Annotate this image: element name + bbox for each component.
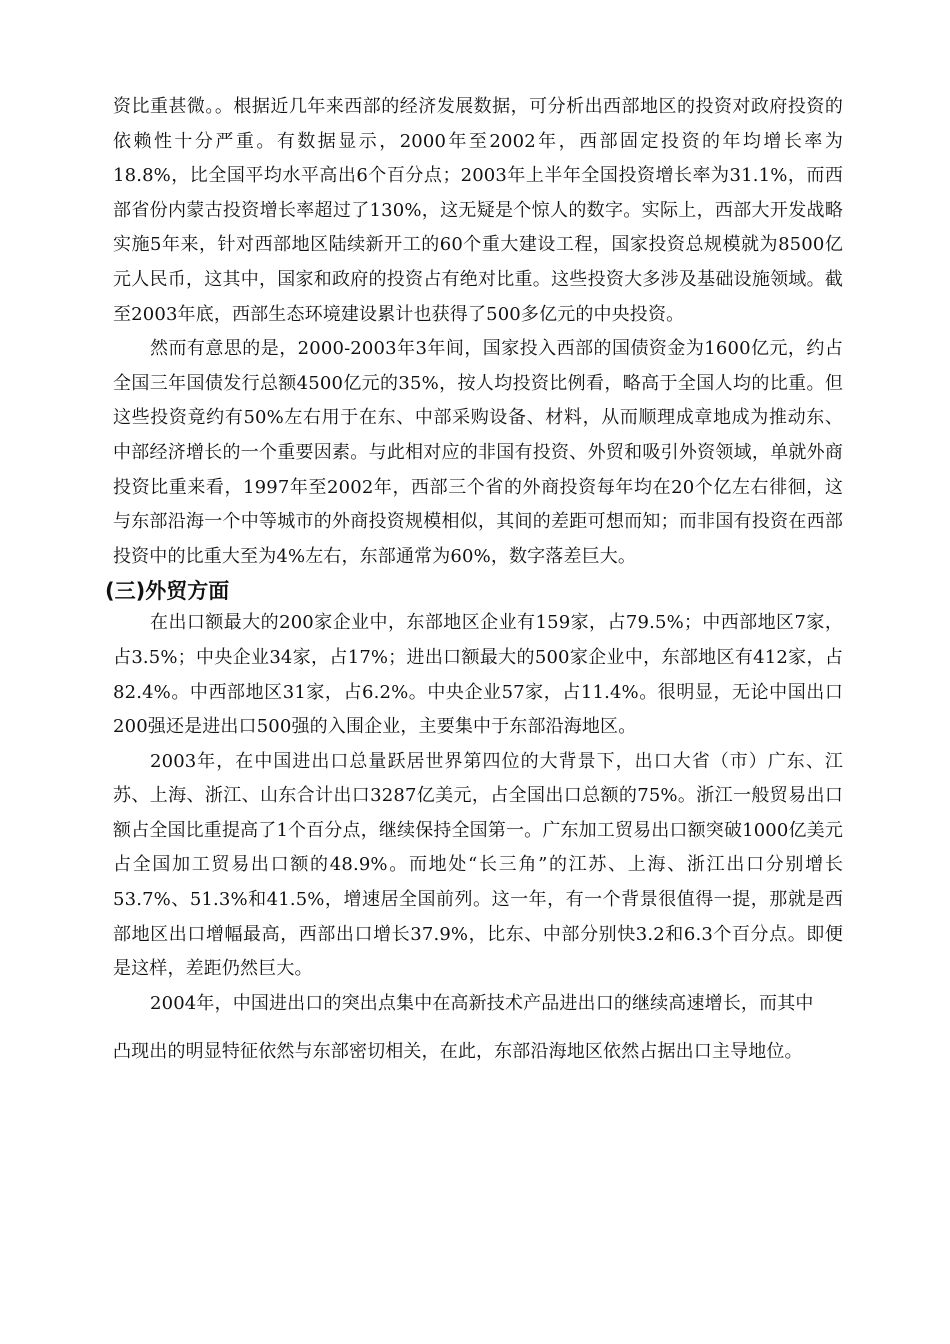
document-body	[105, 90, 843, 1070]
paragraph-investment-dependency: 资比重甚微。。根据近几年来西部的经济发展数据，可分析出西部地区的投资对政府投资的依赖性十分严重。有数据显示，2000年至2002年，西部固定投资的年均增长率为18.8%，比全国平均水平高出6个百分点；2003年上半年全国投资增长率为31.1%，而西部省份内蒙古投资增长率超过了130%，这无疑是个惊人的数字。实际上，西部大开发战略实施5年来，针对西部地区陆续新开工的60个重大建设工程，国家投资总规模就为8500亿元人民币，这其中，国家和政府的投资占有绝对比重。这些投资大多涉及基础设施领域。截至2003年底，西部生态环境建设累计也获得了500多亿元的中央投资。	[113, 96, 843, 325]
paragraph-national-debt: 然而有意思的是，2000-2003年3年间，国家投入西部的国债资金为1600亿元，约占全国三年国债发行总额4500亿元的35%，按人均投资比例看，略高于全国人均的比重。但这些投资竟约有50%左右用于在东、中部采购设备、材料，从而顺理成章地成为推动东、中部经济增长的一个重要因素。与此相对应的非国有投资、外贸和吸引外资领域，单就外商投资比重来看，1997年至2002年，西部三个省的外商投资每年均在20个亿左右徘徊，这与东部沿海一个中等城市的外商投资规模相似，其间的差距可想而知；而非国有投资在西部投资中的比重大至为4%左右，东部通常为60%，数字落差巨大。	[113, 338, 843, 567]
paragraph-final-line: 凸现出的明显特征依然与东部密切相关，在此，东部沿海地区依然占据出口主导地位。	[113, 1041, 803, 1063]
section-heading-foreign-trade: (三)外贸方面	[105, 579, 230, 604]
paragraph-top-exporters: 在出口额最大的200家企业中，东部地区企业有159家，占79.5%；中西部地区7家，占3.5%；中央企业34家，占17%；进出口额最大的500家企业中，东部地区有412家，占82.4%。中西部地区31家，占6.2%。中央企业57家，占11.4%。很明显，无论中国出口200强还是进出口500强的入围企业，主要集中于东部沿海地区。	[113, 612, 843, 738]
paragraph-2003-exports: 2003年，在中国进出口总量跃居世界第四位的大背景下，出口大省（市）广东、江苏、上海、浙江、山东合计出口3287亿美元，占全国出口总额的75%。浙江一般贸易出口额占全国比重提高了1个百分点，继续保持全国第一。广东加工贸易出口额突破1000亿美元占全国加工贸易出口额的48.9%。而地处“长三角”的江苏、上海、浙江出口分别增长53.7%、51.3%和41.5%，增速居全国前列。这一年，有一个背景很值得一提，那就是西部地区出口增幅最高，西部出口增长37.9%，比东、中部分别快3.2和6.3个百分点。即便是这样，差距仍然巨大。	[113, 750, 843, 980]
paragraph-2004-hightech: 2004年，中国进出口的突出点集中在高新技术产品进出口的继续高速增长，而其中	[150, 992, 814, 1014]
